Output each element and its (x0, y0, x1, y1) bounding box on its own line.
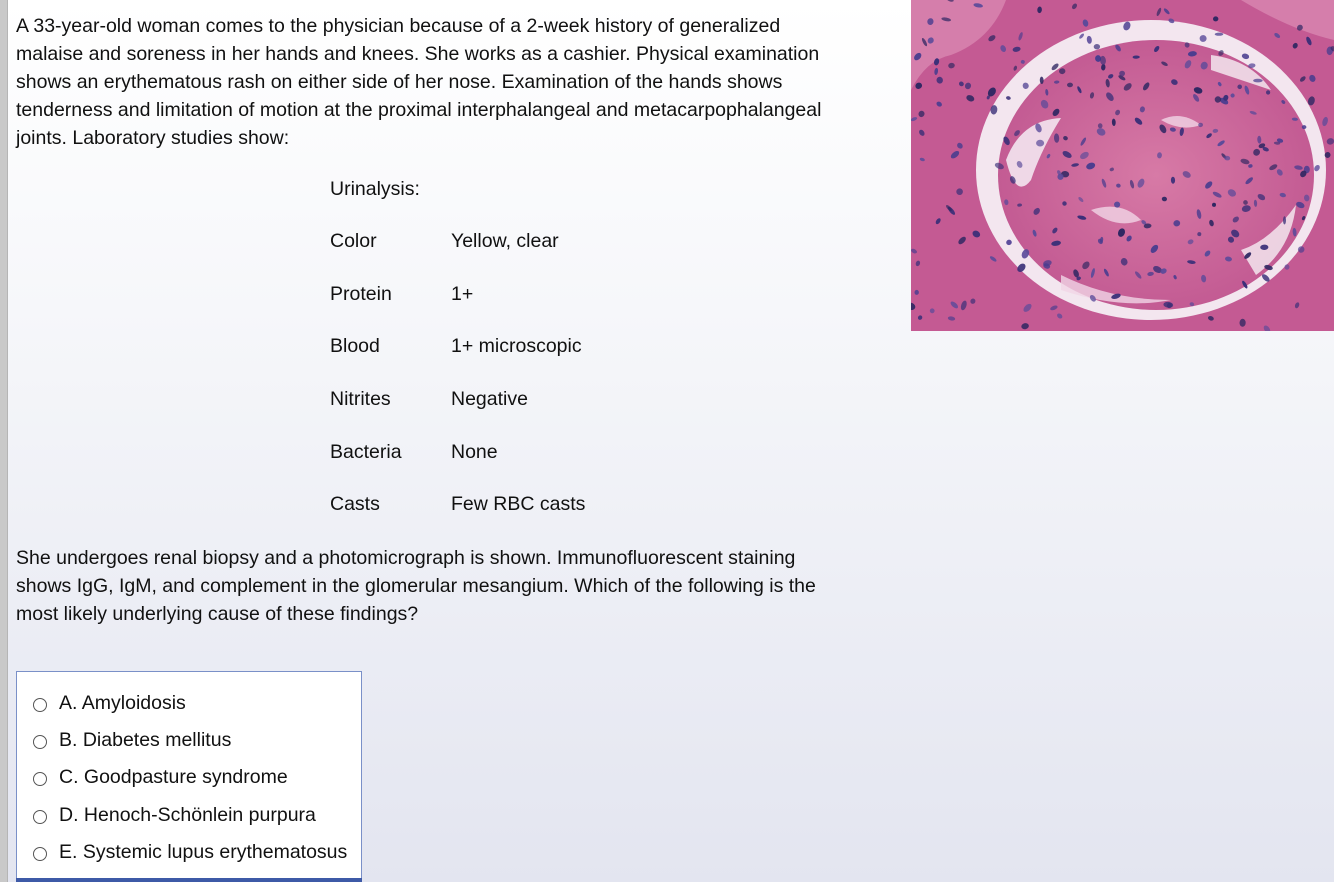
answer-choice-d[interactable] (33, 800, 316, 830)
answer-choice-e[interactable] (33, 837, 347, 867)
lab-value: 1+ (451, 282, 474, 305)
lab-name: Nitrites (330, 388, 391, 411)
lab-section-title: Urinalysis: (330, 178, 420, 200)
urinalysis-table (330, 230, 585, 546)
lab-name: Blood (330, 335, 380, 358)
lab-name: Protein (330, 282, 392, 305)
radio-button-icon[interactable] (33, 847, 47, 861)
answer-choice-c[interactable] (33, 762, 288, 792)
question-stem-intro: A 33-year-old woman comes to the physician because of a 2-week history of generalized malaise and soreness in her hands and knees. She works as a cashier. Physical examination shows an erythematous rash on either side of her nose. Examination of the hands shows tenderness and limitation of motion at the proximal interphalangeal and metacarpophalangeal joints. Laboratory studies show: (16, 15, 822, 149)
lab-value: Yellow, clear (451, 230, 559, 252)
lab-row (330, 493, 585, 546)
answer-choice-label: A. Amyloidosis (59, 691, 186, 714)
lab-row (330, 335, 585, 388)
answer-choice-label: C. Goodpasture syndrome (59, 765, 288, 788)
lab-value: Negative (451, 388, 528, 411)
answer-choice-b[interactable] (33, 725, 231, 755)
lab-row (330, 283, 585, 336)
radio-button-icon[interactable] (33, 735, 47, 749)
lab-value: Few RBC casts (451, 493, 586, 516)
answer-choice-label: B. Diabetes mellitus (59, 728, 232, 751)
lab-value: None (451, 440, 498, 463)
lab-row (330, 388, 585, 441)
answer-choice-label: E. Systemic lupus erythematosus (59, 840, 348, 863)
lab-row (330, 441, 585, 494)
photomicrograph-image (911, 0, 1334, 331)
lab-name: Casts (330, 493, 380, 516)
cell-nucleus (1119, 71, 1125, 77)
radio-button-icon[interactable] (33, 772, 47, 786)
cell-nucleus (1036, 140, 1044, 147)
cell-nucleus (1215, 33, 1224, 36)
window-left-edge (0, 0, 8, 882)
answer-choices (16, 671, 362, 882)
lab-value: 1+ microscopic (451, 335, 582, 358)
cell-nucleus (1283, 216, 1286, 224)
radio-button-icon[interactable] (33, 698, 47, 712)
answer-choice-a[interactable] (33, 688, 186, 718)
lab-row (330, 230, 585, 283)
lab-name: Color (330, 230, 377, 252)
question-stem-followup: She undergoes renal biopsy and a photomicrograph is shown. Immunofluorescent staining shows IgG, IgM, and complement in the glomerular mesangium. Which of the following is the most likely underlying cause of these findings? (16, 547, 816, 625)
radio-button-icon[interactable] (33, 810, 47, 824)
lab-name: Bacteria (330, 440, 402, 463)
biopsy-photomicrograph[interactable] (911, 0, 1334, 331)
answer-choice-label: D. Henoch-Schönlein purpura (59, 803, 316, 826)
